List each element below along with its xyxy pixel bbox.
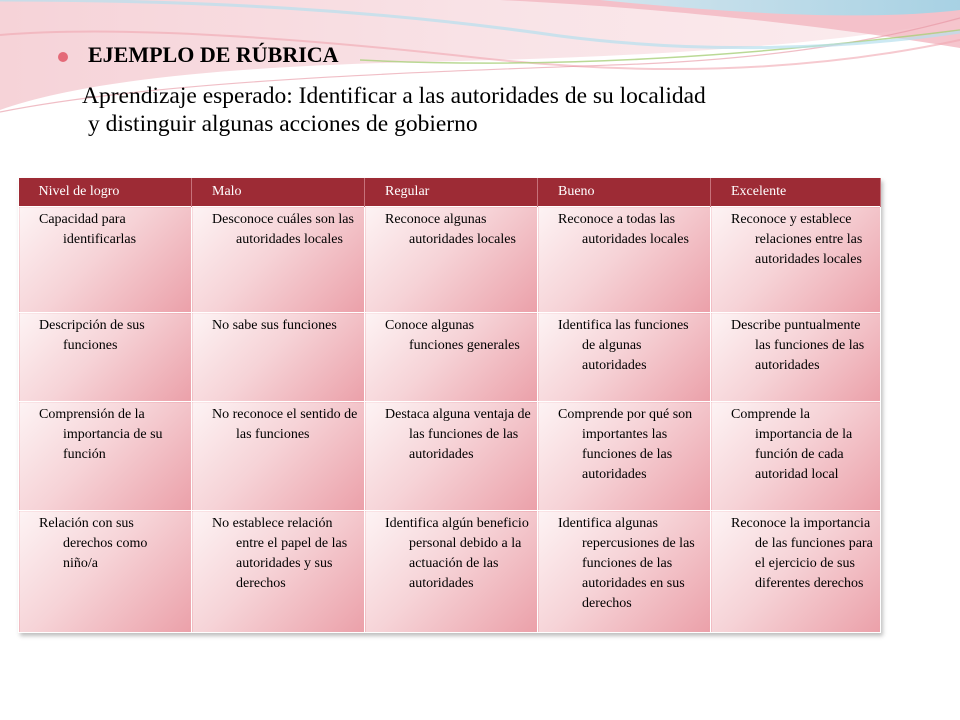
table-cell <box>538 207 711 313</box>
table-cell <box>19 313 192 402</box>
table-cell <box>192 313 365 402</box>
table-row <box>19 402 881 511</box>
table-cell <box>19 511 192 633</box>
cell-text: Relación con sus derechos como niño/a <box>39 516 148 571</box>
header-excelente: Excelente <box>711 178 881 207</box>
table-cell <box>365 511 538 633</box>
table-cell <box>711 402 881 511</box>
table-cell <box>538 313 711 402</box>
cell-text: Reconoce algunas autoridades locales <box>385 212 516 247</box>
subtitle-line-2: y distinguir algunas acciones de gobierno <box>88 111 478 137</box>
cell-text: Identifica algunas repercusiones de las funciones de las autoridades en sus derechos <box>558 516 695 611</box>
table-cell <box>711 207 881 313</box>
cell-text: Desconoce cuáles son las autoridades locales <box>212 212 354 247</box>
table-cell <box>192 511 365 633</box>
cell-text: No establece relación entre el papel de las autoridades y sus derechos <box>212 516 348 591</box>
cell-text: Destaca alguna ventaja de las funciones de las autoridades <box>385 407 531 462</box>
table-header-row <box>19 178 881 207</box>
table-cell <box>365 313 538 402</box>
table-row <box>19 313 881 402</box>
table-cell <box>192 207 365 313</box>
slide-heading: EJEMPLO DE RÚBRICA <box>88 42 339 67</box>
table-cell <box>538 402 711 511</box>
slide-subtitle <box>82 82 882 138</box>
table-cell <box>19 402 192 511</box>
table-cell <box>711 313 881 402</box>
cell-text: Identifica las funciones de algunas autoridades <box>558 318 689 373</box>
cell-text: Identifica algún beneficio personal debido a la actuación de las autoridades <box>385 516 529 591</box>
cell-text: No reconoce el sentido de las funciones <box>212 407 358 442</box>
rubric-table <box>18 178 881 633</box>
table-cell <box>365 402 538 511</box>
cell-text: Conoce algunas funciones generales <box>385 318 520 353</box>
cell-text: Capacidad para identificarlas <box>39 212 137 247</box>
table-cell <box>711 511 881 633</box>
cell-text: No sabe sus funciones <box>212 318 337 333</box>
header-bueno: Bueno <box>538 178 711 207</box>
cell-text: Comprende la importancia de la función de cada autoridad local <box>731 407 853 482</box>
table-cell <box>365 207 538 313</box>
table-cell <box>538 511 711 633</box>
table-cell <box>19 207 192 313</box>
header-regular: Regular <box>365 178 538 207</box>
table-row <box>19 511 881 633</box>
bullet-icon <box>58 52 68 62</box>
header-malo: Malo <box>192 178 365 207</box>
cell-text: Reconoce a todas las autoridades locales <box>558 212 689 247</box>
cell-text: Descripción de sus funciones <box>39 318 145 353</box>
subtitle-line-1: Aprendizaje esperado: Identificar a las autoridades de su localidad <box>82 83 706 109</box>
cell-text: Comprensión de la importancia de su función <box>39 407 163 462</box>
cell-text: Reconoce la importancia de las funciones para el ejercicio de sus diferentes derechos <box>731 516 873 591</box>
table-row <box>19 207 881 313</box>
table-cell <box>192 402 365 511</box>
header-nivel-de-logro: Nivel de logro <box>19 178 192 207</box>
cell-text: Comprende por qué son importantes las funciones de las autoridades <box>558 407 693 482</box>
cell-text: Reconoce y establece relaciones entre las autoridades locales <box>731 212 863 267</box>
cell-text: Describe puntualmente las funciones de las autoridades <box>731 318 865 373</box>
